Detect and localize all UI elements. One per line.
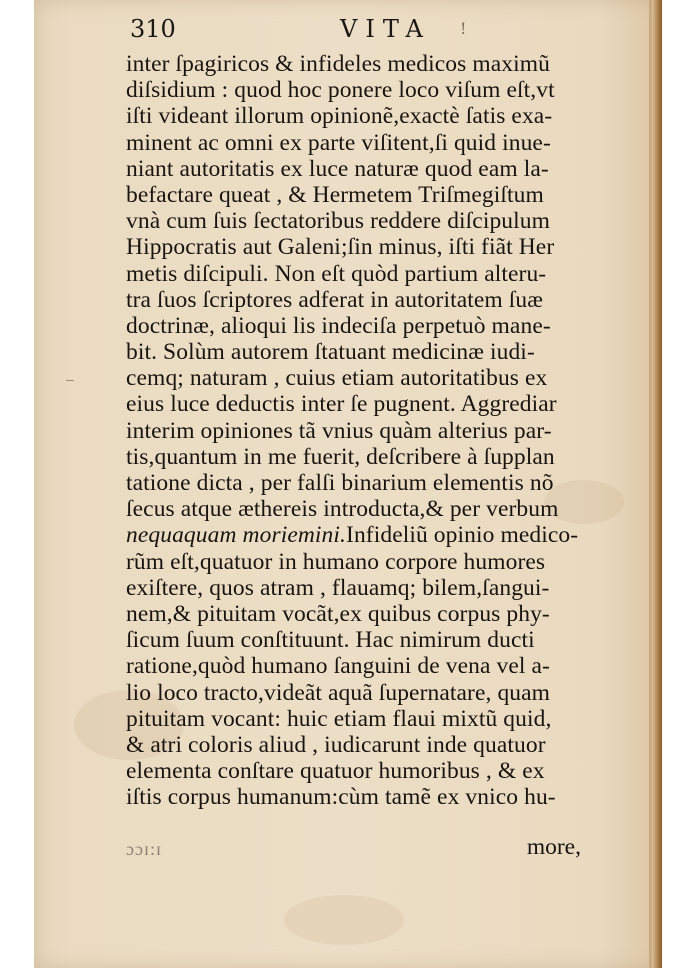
text-line: bit. Solùm autorem ſtatuant medicinæ iudi- xyxy=(126,339,535,366)
text-line: ratione,quòd humano ſanguini de vena vel a- xyxy=(126,653,550,680)
text-line: diſsidium : quod hoc ponere loco viſum eſt,vt xyxy=(126,77,555,104)
text-line: Hippocratis aut Galeni;ſin minus, iſti fiãt Her xyxy=(126,234,555,261)
catchword: more, xyxy=(526,834,581,860)
text-line: tra ſuos ſcriptores adferat in autoritatem ſuæ xyxy=(126,286,544,313)
text-line-mixed xyxy=(126,522,616,548)
text-line: exiſtere, quos atram , flauamq; bilem,ſangui- xyxy=(126,574,550,601)
text-line: ſecus atque æthereis introducta,& per verbum xyxy=(126,496,559,523)
text-line: elementa conſtare quatuor humoribus , & ex xyxy=(126,758,545,785)
body-text xyxy=(126,51,616,810)
text-line: doctrinæ, alioqui lis indeciſa perpetuò mane- xyxy=(126,312,551,339)
header-mark: ! xyxy=(460,19,467,38)
page-edge xyxy=(652,0,662,968)
text-line: iſtis corpus humanum:cùm tamẽ ex vnico hu- xyxy=(126,784,556,811)
text-line: cemq; naturam , cuius etiam autoritatibus ex xyxy=(126,365,548,392)
text-line: eius luce deductis inter ſe pugnent. Aggrediar xyxy=(126,391,557,418)
text-line: metis diſcipuli. Non eſt quòd partium alteru- xyxy=(126,260,547,287)
text-line: befactare queat , & Hermetem Triſmegiſtum xyxy=(126,181,544,208)
text-line: inter ſpagiricos & infideles medicos maximũ xyxy=(126,51,550,77)
text-line: interim opiniones tã vnius quàm alterius par- xyxy=(126,417,552,444)
italic-phrase: nequaquam moriemini. xyxy=(126,522,347,549)
text-line: tatione dicta , per falſi binarium elementis nõ xyxy=(126,470,554,496)
text-line: nem,& pituitam vocãt,ex quibus corpus phy- xyxy=(126,600,550,627)
text-line: niant autoritatis ex luce naturæ quod eam la- xyxy=(126,155,549,182)
text-line: lio loco tracto,videãt aquã ſupernatare, quam xyxy=(126,679,551,706)
text-line: pituitam vocant: huic etiam flaui mixtũ quid, xyxy=(126,705,552,732)
text-line: vnà cum ſuis ſectatoribus reddere diſcipulum xyxy=(126,208,551,235)
margin-mark xyxy=(66,380,74,381)
text-line: tis,quantum in me fuerit, deſcribere à ſupplan xyxy=(126,443,555,470)
text-line-rest: Infideliũ opinio medico- xyxy=(346,522,579,549)
page-number: 310 xyxy=(130,15,176,43)
text-line: rũm eſt,quatuor in humano corpore humores xyxy=(126,548,546,575)
text-line: minent ac omni ex parte viſitent,ſi quid inue- xyxy=(126,129,551,156)
text-line: & atri coloris aliud , iudicarunt inde quatuor xyxy=(126,731,546,758)
signature-mark: ɔɔɪ:ɪ xyxy=(126,839,162,859)
page-footer xyxy=(126,833,616,861)
paper-stain xyxy=(284,895,404,945)
page-header xyxy=(130,14,600,44)
running-head: VITA xyxy=(340,15,431,43)
text-line: ſicum ſuum conſtituunt. Hac nimirum ducti xyxy=(126,627,535,654)
text-line: iſti videant illorum opinionẽ,exactè ſatis exa- xyxy=(126,103,553,130)
